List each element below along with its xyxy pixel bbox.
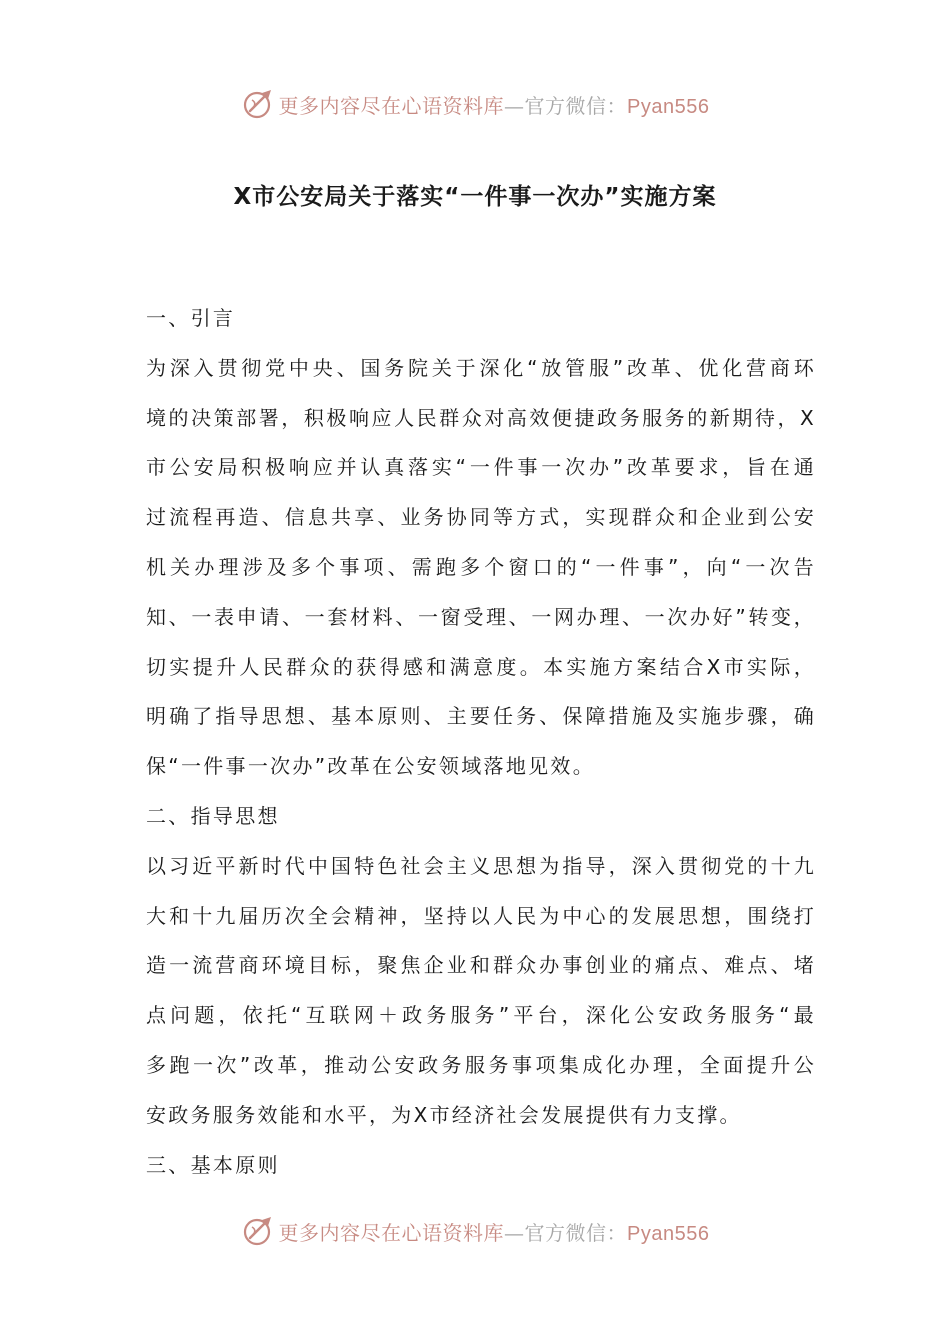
pen-logo-icon bbox=[241, 1214, 275, 1248]
text-line: 多跑一次”改革，推动公安政务服务事项集成化办理，全面提升公 bbox=[146, 1052, 816, 1077]
section-heading: 三、基本原则 bbox=[146, 1152, 280, 1177]
text-line: 市公安局积极响应并认真落实“一件事一次办”改革要求，旨在通 bbox=[146, 455, 816, 480]
text-line: 安政务服务效能和水平，为X市经济社会发展提供有力支撑。 bbox=[146, 1102, 742, 1127]
section-heading: 二、指导思想 bbox=[146, 803, 280, 828]
text-line: 明确了指导思想、基本原则、主要任务、保障措施及实施步骤，确 bbox=[146, 704, 816, 729]
pen-logo-icon bbox=[241, 87, 275, 121]
document-body bbox=[146, 294, 816, 1190]
text-line: 过流程再造、信息共享、业务协同等方式，实现群众和企业到公安 bbox=[146, 505, 816, 530]
text-line: 保“一件事一次办”改革在公安领域落地见效。 bbox=[146, 754, 596, 779]
watermark-banner-top bbox=[0, 84, 950, 124]
text-line: 知、一表申请、一套材料、一窗受理、一网办理、一次办好”转变， bbox=[146, 604, 816, 629]
document-title: X市公安局关于落实“一件事一次办”实施方案 bbox=[233, 184, 717, 210]
watermark-text: 更多内容尽在心语资料库—官方微信：Pyan556 bbox=[278, 1220, 710, 1245]
paragraph-introduction bbox=[146, 344, 816, 792]
section-heading: 一、引言 bbox=[146, 306, 236, 330]
watermark-text: 更多内容尽在心语资料库—官方微信：Pyan556 bbox=[278, 93, 710, 118]
text-line: 境的决策部署，积极响应人民群众对高效便捷政务服务的新期待，X bbox=[146, 405, 816, 430]
text-line: 为深入贯彻党中央、国务院关于深化“放管服”改革、优化营商环 bbox=[146, 355, 816, 380]
paragraph-guiding-ideology bbox=[146, 842, 816, 1141]
text-line: 造一流营商环境目标，聚焦企业和群众办事创业的痛点、难点、堵 bbox=[146, 953, 816, 978]
text-line: 机关办理涉及多个事项、需跑多个窗口的“一件事”，向“一次告 bbox=[146, 554, 816, 579]
text-line: 以习近平新时代中国特色社会主义思想为指导，深入贯彻党的十九 bbox=[146, 853, 816, 878]
text-line: 大和十九届历次全会精神，坚持以人民为中心的发展思想，围绕打 bbox=[146, 903, 816, 928]
text-line: 点问题，依托“互联网＋政务服务”平台，深化公安政务服务“最 bbox=[146, 1003, 816, 1028]
watermark-banner-bottom bbox=[0, 1211, 950, 1251]
text-line: 切实提升人民群众的获得感和满意度。本实施方案结合X市实际， bbox=[146, 654, 816, 679]
